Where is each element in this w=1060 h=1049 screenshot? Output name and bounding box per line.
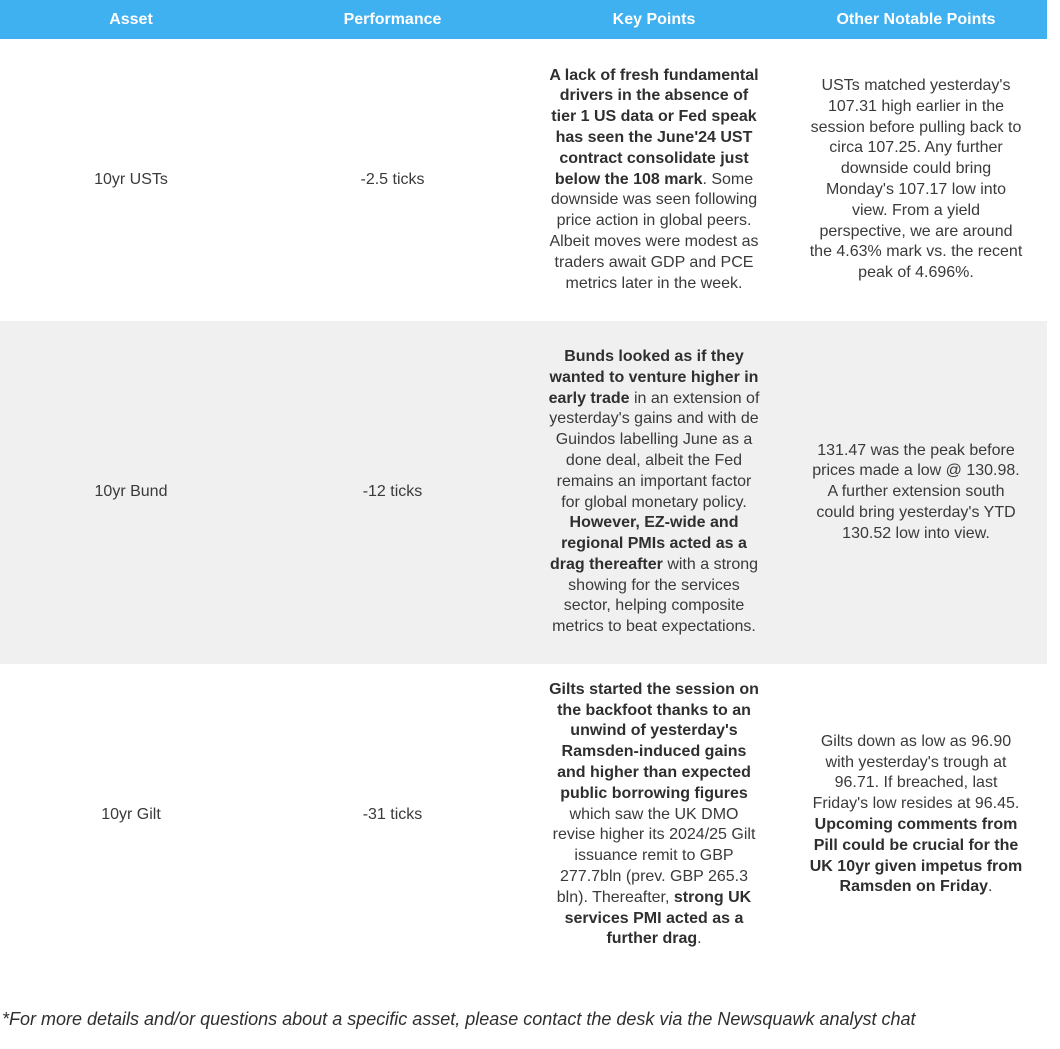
asset-cell: 10yr USTs <box>94 170 168 188</box>
text-segment: 131.47 was the peak before prices made a low @ 130.98. A further extension south could bring yesterday's YTD 130.52 low into view. <box>812 441 1020 542</box>
other-points-cell <box>785 664 1047 966</box>
header-performance: Performance <box>262 0 523 39</box>
table-row <box>0 664 1047 966</box>
bold-text-segment: However, EZ-wide and regional PMIs acted as a drag thereafter <box>549 514 747 573</box>
performance-cell: -31 ticks <box>362 805 423 823</box>
text-segment: Gilts down as low as 96.90 with yesterday's trough at 96.71. If breached, last Friday's low resides at 96.45. <box>812 732 1020 813</box>
header-key-points: Key Points <box>523 0 785 39</box>
other-points-text <box>807 76 1025 284</box>
text-segment: . Some downside was seen following price action in global peers. Albeit moves were modest as traders await GDP and PCE metrics later in the week. <box>549 170 759 292</box>
header-other-points: Other Notable Points <box>785 0 1047 39</box>
table-row <box>0 39 1047 321</box>
performance-cell: -2.5 ticks <box>360 170 425 188</box>
text-segment: with a strong showing for the services sector, helping composite metrics to beat expectations. <box>552 555 759 636</box>
bold-text-segment: strong UK services PMI acted as a further drag <box>564 888 752 948</box>
other-points-text <box>807 441 1025 545</box>
key-points-text <box>546 347 762 638</box>
key-points-cell <box>523 664 785 966</box>
header-asset: Asset <box>0 0 262 39</box>
text-segment: in an extension of yesterday's gains and with de Guindos labelling June as a done deal, albeit the Fed remains an important factor for global monetary policy. <box>549 389 760 511</box>
text-segment: . <box>697 930 702 948</box>
text-segment: which saw the UK DMO revise higher its 2024/25 Gilt issuance remit to GBP 277.7bln (prev. GBP 265.3 bln). Thereafter, <box>552 805 756 906</box>
asset-cell: 10yr Bund <box>0 321 262 664</box>
bold-text-segment: Gilts started the session on the backfoot thanks to an unwind of yesterday's Ramsden-induced gains and higher than expected public borrowing figures <box>549 680 759 802</box>
key-points-text <box>546 66 762 295</box>
other-points-text <box>807 732 1025 898</box>
bold-text-segment: Upcoming comments from Pill could be crucial for the UK 10yr given impetus from Ramsden on Friday <box>809 816 1023 896</box>
bold-text-segment: Bunds looked as if they wanted to venture higher in early trade <box>548 347 759 407</box>
text-segment: . <box>988 878 993 896</box>
performance-cell: -12 ticks <box>262 321 523 664</box>
table-row <box>0 321 1047 664</box>
text-segment: USTs matched yesterday's 107.31 high earlier in the session before pulling back to circa 107.25. Any further downside could bring Monday's 107.17 low into view. From a yield perspective, we are around the 4.63% mark vs. the recent peak of 4.696%. <box>809 77 1023 282</box>
header-row <box>0 0 1047 39</box>
other-points-cell <box>785 321 1047 664</box>
other-points-cell <box>785 39 1047 321</box>
key-points-cell <box>523 321 785 664</box>
key-points-text <box>546 680 762 950</box>
key-points-cell <box>523 39 785 321</box>
footnote: *For more details and/or questions about a specific asset, please contact the desk via the Newsquawk analyst chat <box>2 1009 916 1029</box>
bold-text-segment: A lack of fresh fundamental drivers in the absence of tier 1 US data or Fed speak has seen the June'24 UST contract consolidate just below the 108 mark <box>549 66 759 188</box>
asset-cell: 10yr Gilt <box>101 805 161 823</box>
